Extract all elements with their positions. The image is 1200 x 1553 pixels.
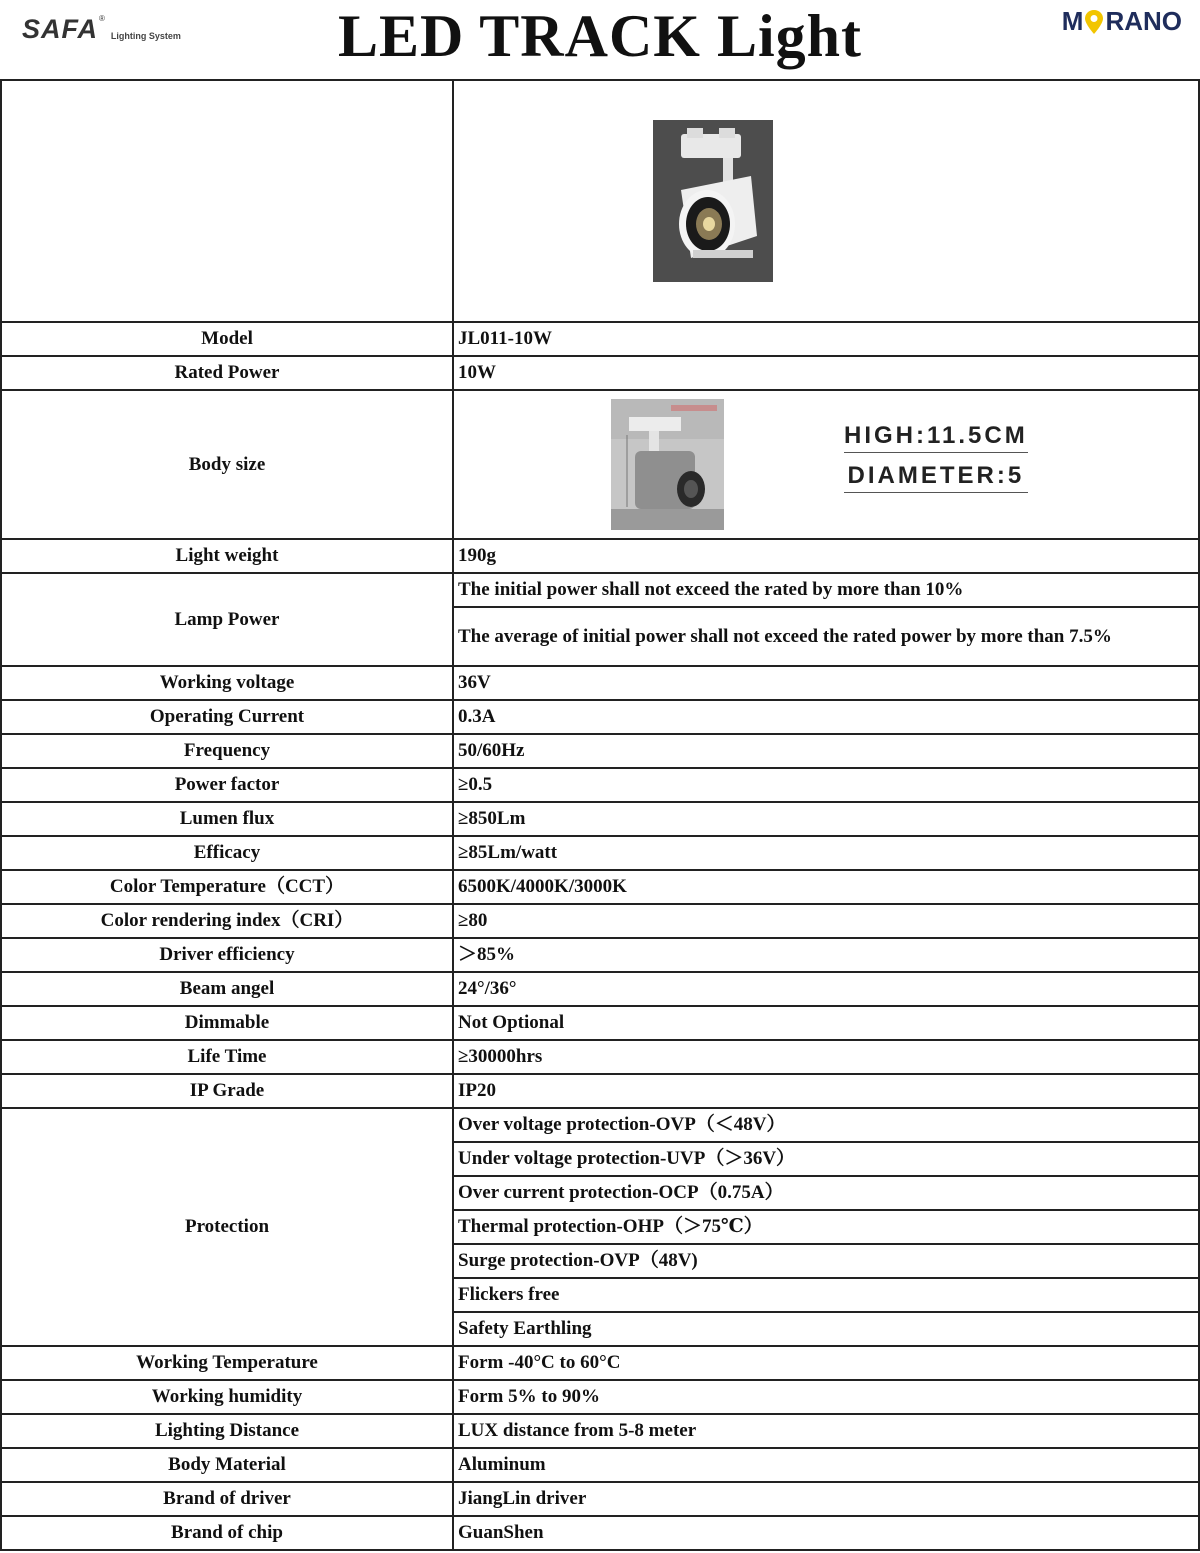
spec-row bbox=[1, 1482, 1199, 1516]
spec-label: Life Time bbox=[1, 1040, 453, 1074]
spec-value: Form 5% to 90% bbox=[453, 1380, 1199, 1414]
spec-row-protection bbox=[1, 1108, 1199, 1142]
spec-value: 10W bbox=[453, 356, 1199, 390]
spec-table bbox=[0, 79, 1200, 1551]
spec-label: Power factor bbox=[1, 768, 453, 802]
spec-label: Body size bbox=[1, 390, 453, 539]
spec-row bbox=[1, 1516, 1199, 1550]
spec-label: Driver efficiency bbox=[1, 938, 453, 972]
spec-value: ≥85Lm/watt bbox=[453, 836, 1199, 870]
spec-row bbox=[1, 1074, 1199, 1108]
spec-row-body-size bbox=[1, 390, 1199, 539]
header bbox=[0, 0, 1200, 80]
spec-label: Beam angel bbox=[1, 972, 453, 1006]
spec-label: Rated Power bbox=[1, 356, 453, 390]
spec-row bbox=[1, 972, 1199, 1006]
spec-row bbox=[1, 666, 1199, 700]
location-pin-icon bbox=[1084, 9, 1104, 35]
spec-label: Working humidity bbox=[1, 1380, 453, 1414]
morano-logo-text-rest: RANO bbox=[1105, 6, 1182, 36]
safa-logo-subtitle: Lighting System bbox=[110, 31, 181, 41]
spec-row bbox=[1, 870, 1199, 904]
spec-value: ＞85% bbox=[453, 938, 1199, 972]
spec-row bbox=[1, 700, 1199, 734]
spec-value: 6500K/4000K/3000K bbox=[453, 870, 1199, 904]
spec-row bbox=[1, 802, 1199, 836]
protection-item: Flickers free bbox=[453, 1278, 1199, 1312]
diameter-dimension: DIAMETER:5 bbox=[844, 465, 1028, 493]
spec-label: Lamp Power bbox=[1, 573, 453, 666]
spec-label: Working Temperature bbox=[1, 1346, 453, 1380]
spec-row bbox=[1, 1040, 1199, 1074]
spec-label: Brand of driver bbox=[1, 1482, 453, 1516]
spec-row-lamp-power bbox=[1, 573, 1199, 607]
spec-label: Efficacy bbox=[1, 836, 453, 870]
spec-value: 190g bbox=[453, 539, 1199, 573]
spec-label: Model bbox=[1, 322, 453, 356]
spec-row bbox=[1, 1448, 1199, 1482]
body-size-content bbox=[458, 399, 1188, 530]
spec-label: Lighting Distance bbox=[1, 1414, 453, 1448]
spec-sheet bbox=[0, 79, 1200, 1551]
spec-row bbox=[1, 1006, 1199, 1040]
registered-mark: ® bbox=[99, 14, 105, 23]
spec-label: Color rendering index（CRI） bbox=[1, 904, 453, 938]
spec-value: IP20 bbox=[453, 1074, 1199, 1108]
spec-label: Operating Current bbox=[1, 700, 453, 734]
spec-value: The average of initial power shall not exceed the rated power by more than 7.5% bbox=[453, 607, 1199, 666]
spec-value: GuanShen bbox=[453, 1516, 1199, 1550]
spec-label: Light weight bbox=[1, 539, 453, 573]
spec-value: 36V bbox=[453, 666, 1199, 700]
spec-row bbox=[1, 734, 1199, 768]
protection-item: Over voltage protection-OVP（＜48V） bbox=[453, 1108, 1199, 1142]
spec-label: Color Temperature（CCT） bbox=[1, 870, 453, 904]
spec-value: The initial power shall not exceed the rated by more than 10% bbox=[453, 573, 1199, 607]
spec-row bbox=[1, 1414, 1199, 1448]
photo-label-cell bbox=[1, 80, 453, 322]
protection-item: Under voltage protection-UVP（＞36V） bbox=[453, 1142, 1199, 1176]
spec-label: Brand of chip bbox=[1, 1516, 453, 1550]
morano-logo bbox=[1062, 6, 1182, 37]
spec-label: Protection bbox=[1, 1108, 453, 1346]
spec-row-light-weight bbox=[1, 539, 1199, 573]
spec-value: ≥80 bbox=[453, 904, 1199, 938]
spec-label: Frequency bbox=[1, 734, 453, 768]
photo-cell bbox=[453, 80, 1199, 322]
product-photo bbox=[653, 120, 773, 282]
spec-value: Form -40°C to 60°C bbox=[453, 1346, 1199, 1380]
spec-value: Not Optional bbox=[453, 1006, 1199, 1040]
body-size-cell bbox=[453, 390, 1199, 539]
height-dimension: HIGH:11.5CM bbox=[844, 425, 1028, 453]
product-photo-row bbox=[1, 80, 1199, 322]
spec-row bbox=[1, 1346, 1199, 1380]
spec-row bbox=[1, 938, 1199, 972]
spec-value: Aluminum bbox=[453, 1448, 1199, 1482]
spec-row-model bbox=[1, 322, 1199, 356]
spec-value: JiangLin driver bbox=[453, 1482, 1199, 1516]
spec-value: JL011-10W bbox=[453, 322, 1199, 356]
protection-item: Over current protection-OCP（0.75A） bbox=[453, 1176, 1199, 1210]
spec-value: LUX distance from 5-8 meter bbox=[453, 1414, 1199, 1448]
spec-value: ≥850Lm bbox=[453, 802, 1199, 836]
spec-label: Dimmable bbox=[1, 1006, 453, 1040]
spec-row bbox=[1, 904, 1199, 938]
morano-logo-text-m: M bbox=[1061, 6, 1084, 36]
dimension-text bbox=[844, 421, 1028, 505]
spec-row bbox=[1, 1380, 1199, 1414]
spec-value: 24°/36° bbox=[453, 972, 1199, 1006]
spec-value: ≥30000hrs bbox=[453, 1040, 1199, 1074]
spec-label: Lumen flux bbox=[1, 802, 453, 836]
spec-row-rated-power bbox=[1, 356, 1199, 390]
dimension-photo bbox=[611, 399, 724, 530]
spec-row bbox=[1, 836, 1199, 870]
protection-item: Thermal protection-OHP（＞75℃） bbox=[453, 1210, 1199, 1244]
spec-label: Body Material bbox=[1, 1448, 453, 1482]
page-title: LED TRACK Light bbox=[337, 3, 862, 69]
spec-label: IP Grade bbox=[1, 1074, 453, 1108]
protection-item: Surge protection-OVP（48V) bbox=[453, 1244, 1199, 1278]
spec-value: 50/60Hz bbox=[453, 734, 1199, 768]
spec-label: Working voltage bbox=[1, 666, 453, 700]
spec-value: ≥0.5 bbox=[453, 768, 1199, 802]
protection-item: Safety Earthling bbox=[453, 1312, 1199, 1346]
spec-value: 0.3A bbox=[453, 700, 1199, 734]
spec-row bbox=[1, 768, 1199, 802]
safa-logo-text: SAFA bbox=[22, 14, 99, 44]
